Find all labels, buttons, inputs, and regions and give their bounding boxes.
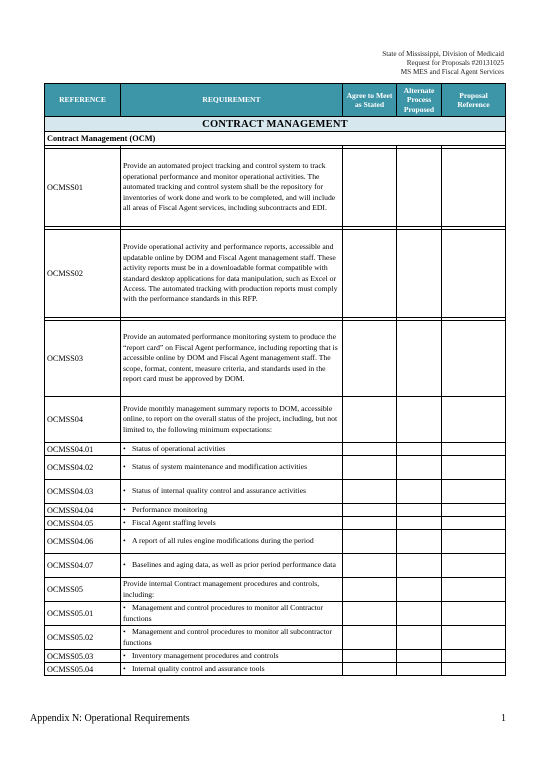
bullet: •: [123, 536, 126, 546]
table-row: [45, 578, 506, 602]
alternate-cell[interactable]: [397, 504, 442, 517]
row-requirement: Provide an automated project tracking and control system to track operational performance and monitor operational activities. The automated tracking and control system shall be the repository for inventories of work done and work to be completed, and will include all areas of Fiscal Agent services, including subcontracts and EDI.: [121, 149, 343, 227]
agree-cell[interactable]: [343, 443, 397, 456]
table-row: [45, 397, 506, 443]
row-requirement: [121, 663, 343, 676]
row-requirement: [121, 517, 343, 530]
proposal-reference-cell[interactable]: [442, 517, 506, 530]
table-row: [45, 663, 506, 676]
row-requirement: Provide monthly management summary reports to DOM, accessible online, to report on the overall status of the project, including, but not limited to, the following minimum expectations:: [121, 397, 343, 443]
agree-cell[interactable]: [343, 149, 397, 227]
row-requirement-text: Management and control procedures to monitor all subcontractor functions: [123, 627, 333, 647]
col-header-requirement: REQUIREMENT: [121, 84, 343, 117]
proposal-reference-cell[interactable]: [442, 530, 506, 554]
section-title-row: [45, 117, 506, 132]
alternate-cell[interactable]: [397, 663, 442, 676]
agree-cell[interactable]: [343, 504, 397, 517]
alternate-cell[interactable]: [397, 578, 442, 602]
alternate-cell[interactable]: [397, 626, 442, 650]
alternate-cell[interactable]: [397, 456, 442, 480]
row-requirement-text: Management and control procedures to monitor all Contractor functions: [123, 603, 324, 623]
proposal-reference-cell[interactable]: [442, 650, 506, 663]
row-requirement-text: A report of all rules engine modifications during the period: [132, 536, 314, 546]
row-requirement: [121, 504, 343, 517]
row-reference: OCMSS02: [45, 230, 121, 318]
bullet: •: [123, 627, 126, 637]
proposal-reference-cell[interactable]: [442, 480, 506, 504]
alternate-cell[interactable]: [397, 397, 442, 443]
agree-cell[interactable]: [343, 663, 397, 676]
bullet: •: [123, 603, 126, 613]
row-requirement: Provide operational activity and performance reports, accessible and updatable online by DOM and Fiscal Agent management staff. These activity reports must be in a downloadable format compatible with standard desktop applications for data manipulation, such as Excel or Access. The automated tracking with production reports must comply with the performance standards in this RFP.: [121, 230, 343, 318]
table-row: [45, 602, 506, 626]
document-header: [382, 50, 504, 77]
table-row: [45, 626, 506, 650]
table-row: [45, 530, 506, 554]
row-reference: OCMSS04: [45, 397, 121, 443]
proposal-reference-cell[interactable]: [442, 602, 506, 626]
bullet: •: [123, 663, 126, 673]
row-reference: OCMSS05.04: [45, 663, 121, 676]
col-header-proposal-reference: Proposal Reference: [442, 84, 506, 117]
row-requirement-text: Internal quality control and assurance tools: [132, 663, 265, 673]
row-requirement-text: Status of system maintenance and modification activities: [132, 462, 308, 472]
proposal-reference-cell[interactable]: [442, 504, 506, 517]
header-line-1: State of Mississippi, Division of Medicaid: [382, 50, 504, 58]
table-header-row: [45, 84, 506, 117]
subsection-title: Contract Management (OCM): [45, 132, 506, 146]
proposal-reference-cell[interactable]: [442, 626, 506, 650]
row-requirement: [121, 480, 343, 504]
row-requirement-text: Baselines and aging data, as well as prior period performance data: [132, 560, 336, 570]
bullet: •: [123, 650, 126, 660]
alternate-cell[interactable]: [397, 321, 442, 397]
proposal-reference-cell[interactable]: [442, 149, 506, 227]
proposal-reference-cell[interactable]: [442, 397, 506, 443]
col-header-reference: REFERENCE: [45, 84, 121, 117]
row-reference: OCMSS03: [45, 321, 121, 397]
agree-cell[interactable]: [343, 230, 397, 318]
header-line-3: MS MES and Fiscal Agent Services: [400, 68, 504, 76]
bullet: •: [123, 462, 126, 472]
row-requirement: [121, 554, 343, 578]
alternate-cell[interactable]: [397, 554, 442, 578]
row-reference: OCMSS04.06: [45, 530, 121, 554]
row-reference: OCMSS04.01: [45, 443, 121, 456]
row-reference: OCMSS05.02: [45, 626, 121, 650]
table-row: [45, 480, 506, 504]
row-reference: OCMSS04.03: [45, 480, 121, 504]
table-row: [45, 230, 506, 318]
requirements-table: [44, 83, 506, 676]
row-requirement-text: Performance monitoring: [132, 504, 208, 514]
table-row: [45, 149, 506, 227]
alternate-cell[interactable]: [397, 517, 442, 530]
row-requirement-text: Status of operational activities: [132, 443, 226, 453]
agree-cell[interactable]: [343, 602, 397, 626]
agree-cell[interactable]: [343, 554, 397, 578]
agree-cell[interactable]: [343, 480, 397, 504]
subsection-row: [45, 132, 506, 146]
table-row: [45, 650, 506, 663]
row-requirement-text: Fiscal Agent staffing levels: [132, 517, 216, 527]
row-requirement: Provide an automated performance monitoring system to produce the “report card” on Fiscal Agent performance, including reporting that is accessible online by DOM and Fiscal Agent management staff. The scope, format, content, measure criteria, and standards used in the report card must be approved by DOM.: [121, 321, 343, 397]
alternate-cell[interactable]: [397, 602, 442, 626]
col-header-alternate: Alternate Process Proposed: [397, 84, 442, 117]
proposal-reference-cell[interactable]: [442, 443, 506, 456]
bullet: •: [123, 443, 126, 453]
agree-cell[interactable]: [343, 650, 397, 663]
agree-cell[interactable]: [343, 578, 397, 602]
proposal-reference-cell[interactable]: [442, 456, 506, 480]
row-requirement: [121, 602, 343, 626]
row-reference: OCMSS01: [45, 149, 121, 227]
row-requirement: [121, 650, 343, 663]
table-row: [45, 456, 506, 480]
header-line-2: Request for Proposals #20131025: [406, 59, 504, 67]
table-row: [45, 504, 506, 517]
bullet: •: [123, 486, 126, 496]
page-number: 1: [501, 713, 506, 724]
alternate-cell[interactable]: [397, 149, 442, 227]
table-row: [45, 554, 506, 578]
row-reference: OCMSS05: [45, 578, 121, 602]
proposal-reference-cell[interactable]: [442, 554, 506, 578]
alternate-cell[interactable]: [397, 480, 442, 504]
row-reference: OCMSS04.05: [45, 517, 121, 530]
proposal-reference-cell[interactable]: [442, 578, 506, 602]
section-title: CONTRACT MANAGEMENT: [45, 117, 506, 132]
agree-cell[interactable]: [343, 530, 397, 554]
row-requirement: [121, 530, 343, 554]
proposal-reference-cell[interactable]: [442, 321, 506, 397]
row-requirement: Provide internal Contract management procedures and controls, including:: [121, 578, 343, 602]
agree-cell[interactable]: [343, 517, 397, 530]
alternate-cell[interactable]: [397, 443, 442, 456]
bullet: •: [123, 517, 126, 527]
col-header-agree: Agree to Meet as Stated: [343, 84, 397, 117]
alternate-cell[interactable]: [397, 230, 442, 318]
row-requirement: [121, 626, 343, 650]
row-requirement: [121, 456, 343, 480]
agree-cell[interactable]: [343, 626, 397, 650]
alternate-cell[interactable]: [397, 650, 442, 663]
row-requirement: [121, 443, 343, 456]
row-reference: OCMSS04.02: [45, 456, 121, 480]
table-row: [45, 517, 506, 530]
row-requirement-text: Status of internal quality control and assurance activities: [132, 486, 306, 496]
proposal-reference-cell[interactable]: [442, 663, 506, 676]
bullet: •: [123, 560, 126, 570]
row-reference: OCMSS04.07: [45, 554, 121, 578]
row-requirement-text: Inventory management procedures and controls: [132, 650, 279, 660]
proposal-reference-cell[interactable]: [442, 230, 506, 318]
table-row: [45, 443, 506, 456]
agree-cell[interactable]: [343, 321, 397, 397]
agree-cell[interactable]: [343, 456, 397, 480]
footer-title: Appendix N: Operational Requirements: [30, 713, 190, 724]
agree-cell[interactable]: [343, 397, 397, 443]
bullet: •: [123, 504, 126, 514]
row-reference: OCMSS04.04: [45, 504, 121, 517]
row-reference: OCMSS05.03: [45, 650, 121, 663]
row-reference: OCMSS05.01: [45, 602, 121, 626]
table-row: [45, 321, 506, 397]
alternate-cell[interactable]: [397, 530, 442, 554]
